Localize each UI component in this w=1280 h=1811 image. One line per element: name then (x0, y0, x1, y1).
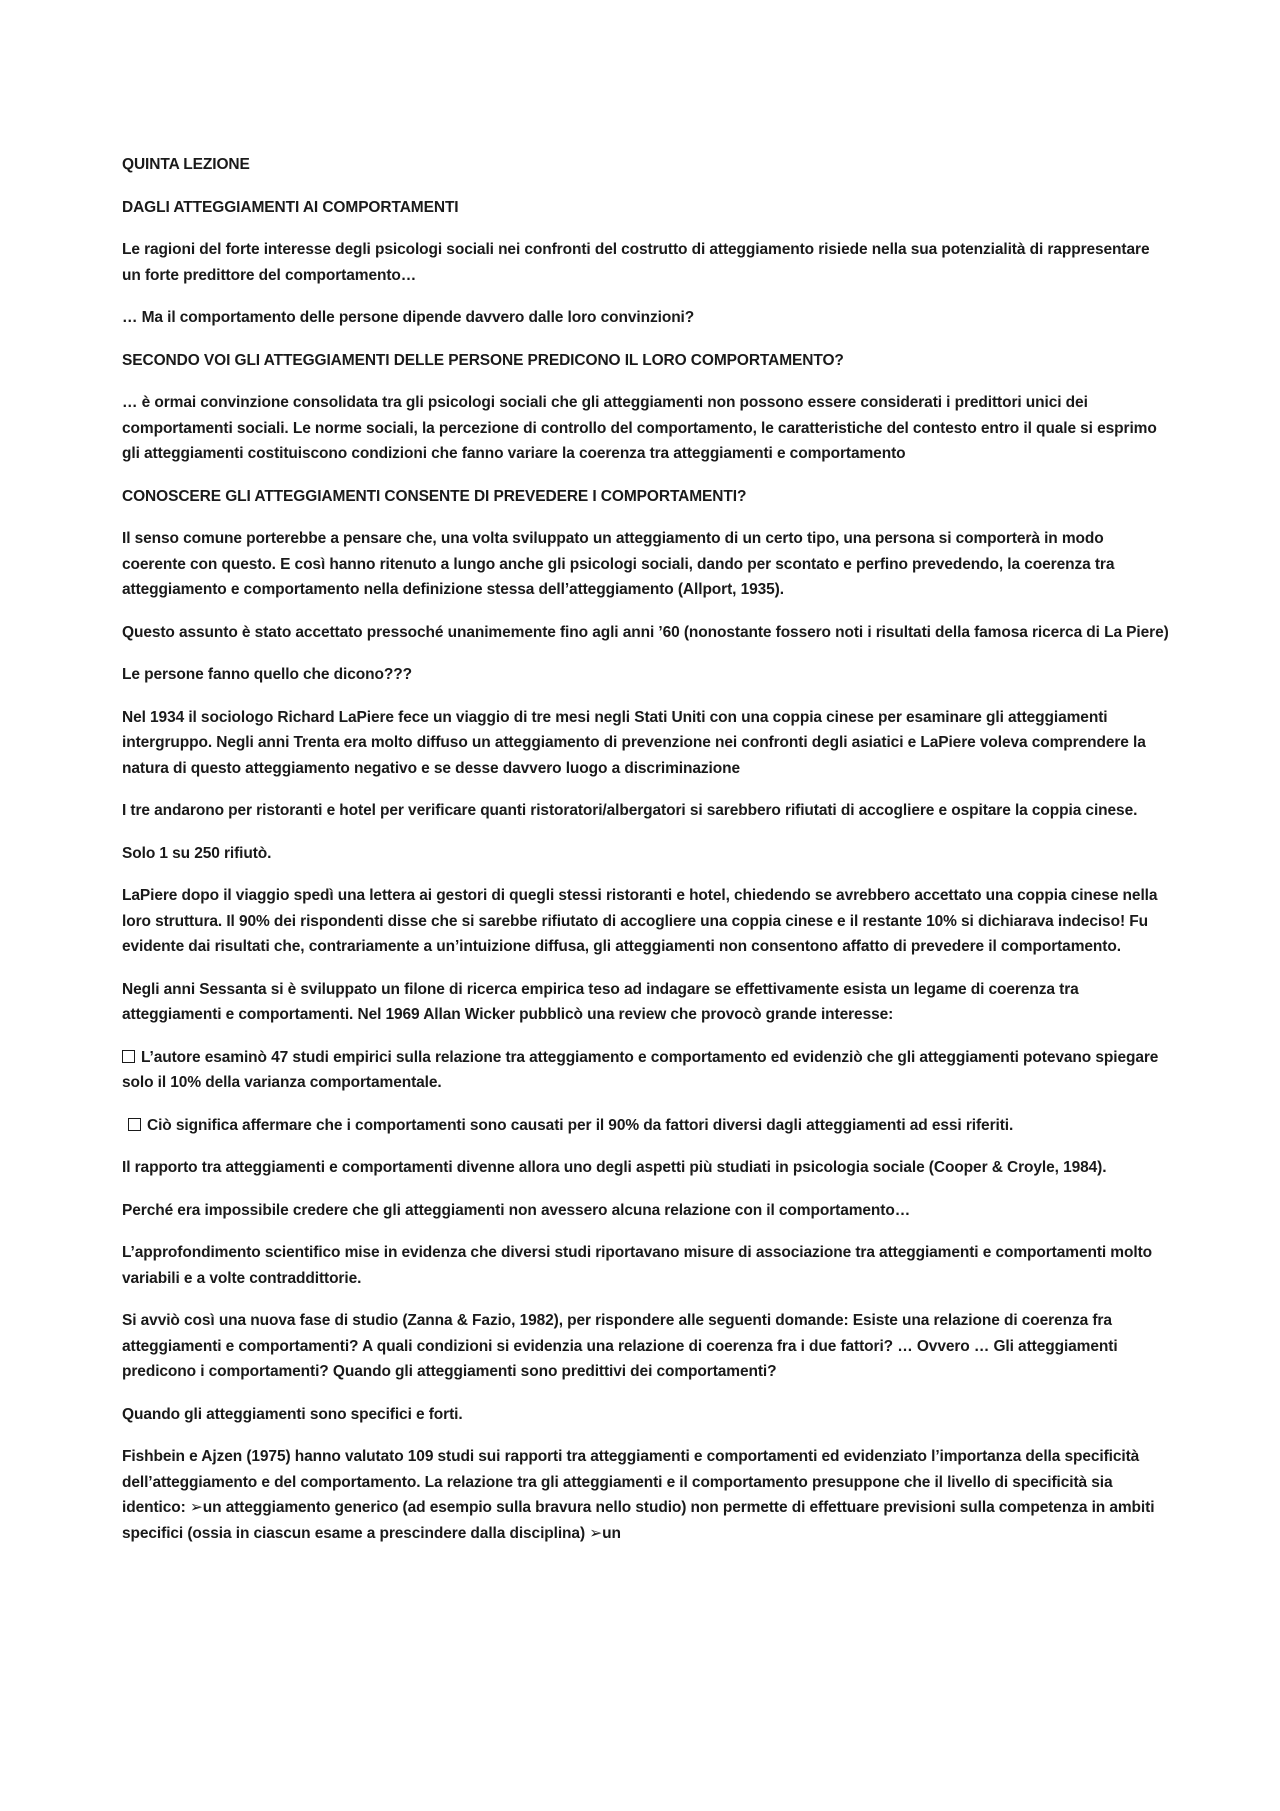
paragraph: Le persone fanno quello che dicono??? (122, 666, 412, 683)
paragraph: Il senso comune porterebbe a pensare che, una volta sviluppato un atteggiamento di un certo tipo, una persona si comporterà in modo coerente con questo. E così hanno ritenuto a lungo anche gli psicologi sociali, dando per scontato e perfino prevedendo, la coerenza tra atteggiamento e comportamento nella definizione stessa dell’atteggiamento (Allport, 1935). (122, 530, 1115, 598)
document-page (122, 152, 1170, 1563)
paragraph: L’approfondimento scientifico mise in evidenza che diversi studi riportavano misure di associazione tra atteggiamenti e comportamenti molto variabili e a volte contraddittorie. (122, 1244, 1152, 1287)
paragraph: Quando gli atteggiamenti sono specifici e forti. (122, 1405, 463, 1423)
paragraph: Fishbein e Ajzen (1975) hanno valutato 109 studi sui rapporti tra atteggiamenti e comportamenti ed evidenziato l’importanza della specificità dell’atteggiamento e del comportamento. La relazione tra gli atteggiamenti e il comportamento presuppone che il livello di specificità sia identico: ➢un atteggiamento generico (ad esempio sulla bravura nello studio) non permette di effettuare previsioni sulla competenza in ambiti specifici (ossia in ciascun esame a prescindere dalla disciplina) ➢un (122, 1448, 1155, 1542)
bullet-text: L’autore esaminò 47 studi empirici sulla relazione tra atteggiamento e comportamento ed evidenziò che gli atteggiamenti potevano spiegare solo il 10% della varianza comportamentale. (122, 1048, 1159, 1091)
paragraph: Perché era impossibile credere che gli atteggiamenti non avessero alcuna relazione con il comportamento… (122, 1201, 911, 1219)
paragraph: … Ma il comportamento delle persone dipende davvero dalle loro convinzioni? (122, 309, 695, 326)
bullet-item (122, 1113, 1170, 1139)
paragraph: … è ormai convinzione consolidata tra gli psicologi sociali che gli atteggiamenti non possono essere considerati i predittori unici dei comportamenti sociali. Le norme sociali, la percezione di controllo del comportamento, le caratteristiche del contesto entro il quale si esprimo gli atteggiamenti costituiscono condizioni che fanno variare la coerenza tra atteggiamenti e comportamento (122, 394, 1157, 462)
section-question: SECONDO VOI GLI ATTEGGIAMENTI DELLE PERSONE PREDICONO IL LORO COMPORTAMENTO? (122, 351, 844, 369)
paragraph: I tre andarono per ristoranti e hotel per verificare quanti ristoratori/albergatori si sarebbero rifiutati di accogliere e ospitare la coppia cinese. (122, 802, 1138, 819)
paragraph: Questo assunto è stato accettato pressoché unanimemente fino agli anni ’60 (nonostante fossero noti i risultati della famosa ricerca di La Piere) (122, 623, 1169, 641)
checkbox-bullet-icon (128, 1118, 141, 1131)
paragraph: Negli anni Sessanta si è sviluppato un filone di ricerca empirica teso ad indagare se effettivamente esista un legame di coerenza tra atteggiamenti e comportamenti. Nel 1969 Allan Wicker pubblicò una review che provocò grande interesse: (122, 980, 1079, 1023)
paragraph: Si avviò così una nuova fase di studio (Zanna & Fazio, 1982), per rispondere alle seguenti domande: Esiste una relazione di coerenza fra atteggiamenti e comportamenti? A quali condizioni si evidenzia una relazione di coerenza fra i due fattori? … Ovvero … Gli atteggiamenti predicono i comportamenti? Quando gli atteggiamenti sono predittivi dei comportamenti? (122, 1312, 1118, 1380)
bullet-text: Ciò significa affermare che i comportamenti sono causati per il 90% da fattori diversi dagli atteggiamenti ad essi riferiti. (147, 1116, 1014, 1134)
paragraph: Il rapporto tra atteggiamenti e comportamenti divenne allora uno degli aspetti più studiati in psicologia sociale (Cooper & Croyle, 1984). (122, 1159, 1107, 1176)
paragraph: Solo 1 su 250 rifiutò. (122, 844, 272, 862)
checkbox-bullet-icon (122, 1050, 135, 1063)
section-question: CONOSCERE GLI ATTEGGIAMENTI CONSENTE DI PREVEDERE I COMPORTAMENTI? (122, 487, 747, 505)
paragraph: Le ragioni del forte interesse degli psicologi sociali nei confronti del costrutto di atteggiamento risiede nella sua potenzialità di rappresentare un forte predittore del comportamento… (122, 241, 1150, 284)
paragraph: LaPiere dopo il viaggio spedì una lettera ai gestori di quegli stessi ristoranti e hotel, chiedendo se avrebbero accettato una coppia cinese nella loro struttura. Il 90% dei rispondenti disse che si sarebbe rifiutato di accogliere una coppia cinese e il restante 10% si dichiarava indeciso! Fu evidente dai risultati che, contrariamente a un’intuizione diffusa, gli atteggiamenti non consentono affatto di prevedere il comportamento. (122, 887, 1158, 955)
document-title: QUINTA LEZIONE (122, 156, 250, 173)
document-subtitle: DAGLI ATTEGGIAMENTI AI COMPORTAMENTI (122, 198, 459, 216)
paragraph: Nel 1934 il sociologo Richard LaPiere fece un viaggio di tre mesi negli Stati Uniti con una coppia cinese per esaminare gli atteggiamenti intergruppo. Negli anni Trenta era molto diffuso un atteggiamento di prevenzione nei confronti degli asiatici e LaPiere voleva comprendere la natura di questo atteggiamento negativo e se desse davvero luogo a discriminazione (122, 708, 1146, 777)
bullet-item (122, 1045, 1170, 1096)
